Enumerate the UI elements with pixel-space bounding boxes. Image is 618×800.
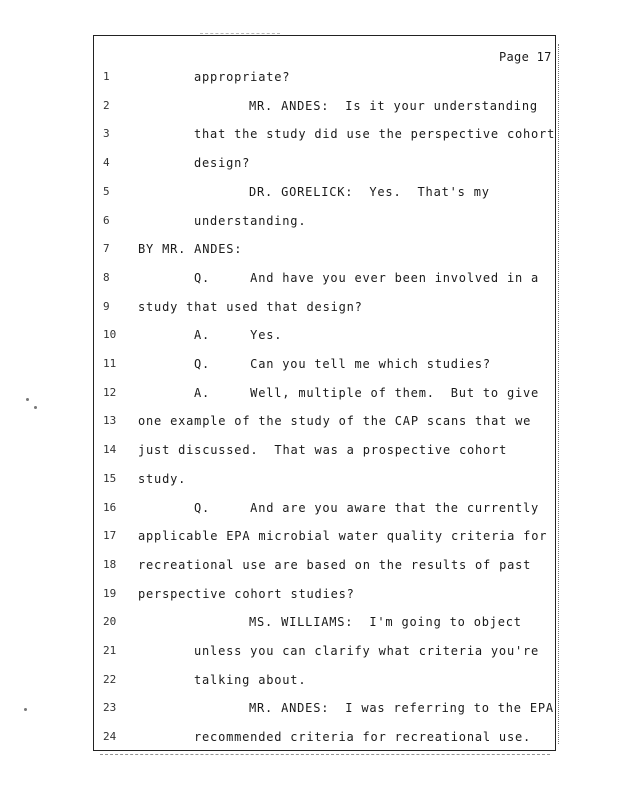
- line-number: 10: [103, 328, 117, 341]
- transcript-line: [0, 326, 618, 344]
- line-text: study that used that design?: [138, 300, 363, 314]
- line-number: 20: [103, 615, 117, 628]
- line-number: 18: [103, 558, 117, 571]
- line-text: MS. WILLIAMS: I'm going to object: [249, 615, 522, 629]
- line-text: MR. ANDES: Is it your understanding: [249, 99, 538, 113]
- line-number: 8: [103, 271, 110, 284]
- line-text: unless you can clarify what criteria you're: [194, 644, 540, 658]
- page-number: Page 17: [499, 50, 552, 64]
- line-text: Q. And have you ever been involved in a: [194, 271, 540, 285]
- transcript-line: [0, 470, 618, 488]
- line-number: 15: [103, 472, 117, 485]
- transcript-line: [0, 585, 618, 603]
- line-number: 2: [103, 99, 110, 112]
- line-text: recommended criteria for recreational use.: [194, 730, 532, 744]
- line-text: Q. Can you tell me which studies?: [194, 357, 491, 371]
- transcript-line: [0, 728, 618, 746]
- transcript-line: [0, 441, 618, 459]
- line-text: just discussed. That was a prospective cohort: [138, 443, 508, 457]
- transcript-line: [0, 671, 618, 689]
- line-number: 4: [103, 156, 110, 169]
- line-number: 17: [103, 529, 117, 542]
- line-text: A. Yes.: [194, 328, 283, 342]
- scan-artifact-bottom: [100, 754, 550, 757]
- line-number: 11: [103, 357, 117, 370]
- line-number: 9: [103, 300, 110, 313]
- line-text: Q. And are you aware that the currently: [194, 501, 540, 515]
- transcript-line: [0, 240, 618, 258]
- transcript-line: [0, 556, 618, 574]
- line-number: 5: [103, 185, 110, 198]
- transcript-line: [0, 699, 618, 717]
- line-text: MR. ANDES: I was referring to the EPA: [249, 701, 554, 715]
- transcript-line: [0, 412, 618, 430]
- line-number: 7: [103, 242, 110, 255]
- line-number: 14: [103, 443, 117, 456]
- line-text: understanding.: [194, 214, 307, 228]
- line-text: A. Well, multiple of them. But to give: [194, 386, 540, 400]
- transcript-line: [0, 355, 618, 373]
- line-text: design?: [194, 156, 251, 170]
- transcript-line: [0, 298, 618, 316]
- transcript-line: [0, 527, 618, 545]
- scan-speck: [34, 406, 37, 409]
- transcript-line: [0, 125, 618, 143]
- line-text: talking about.: [194, 673, 307, 687]
- line-number: 13: [103, 414, 117, 427]
- line-number: 12: [103, 386, 117, 399]
- line-text: one example of the study of the CAP scans that we: [138, 414, 532, 428]
- line-number: 1: [103, 70, 110, 83]
- transcript-line: [0, 269, 618, 287]
- line-number: 22: [103, 673, 117, 686]
- line-number: 19: [103, 587, 117, 600]
- transcript-line: [0, 384, 618, 402]
- transcript-line: [0, 499, 618, 517]
- line-text: perspective cohort studies?: [138, 587, 355, 601]
- line-number: 24: [103, 730, 117, 743]
- line-number: 3: [103, 127, 110, 140]
- transcript-line: [0, 154, 618, 172]
- line-text: applicable EPA microbial water quality criteria for: [138, 529, 548, 543]
- line-number: 16: [103, 501, 117, 514]
- line-number: 21: [103, 644, 117, 657]
- line-text: that the study did use the perspective cohort: [194, 127, 556, 141]
- line-number: 23: [103, 701, 117, 714]
- line-text: recreational use are based on the results of past: [138, 558, 532, 572]
- transcript-line: [0, 183, 618, 201]
- line-number: 6: [103, 214, 110, 227]
- scan-artifact-top: [200, 33, 280, 35]
- line-text: BY MR. ANDES:: [138, 242, 243, 256]
- transcript-line: [0, 212, 618, 230]
- line-text: study.: [138, 472, 187, 486]
- line-text: appropriate?: [194, 70, 291, 84]
- transcript-line: [0, 97, 618, 115]
- transcript-line: [0, 68, 618, 86]
- line-text: DR. GORELICK: Yes. That's my: [249, 185, 490, 199]
- transcript-line: [0, 613, 618, 631]
- transcript-line: [0, 642, 618, 660]
